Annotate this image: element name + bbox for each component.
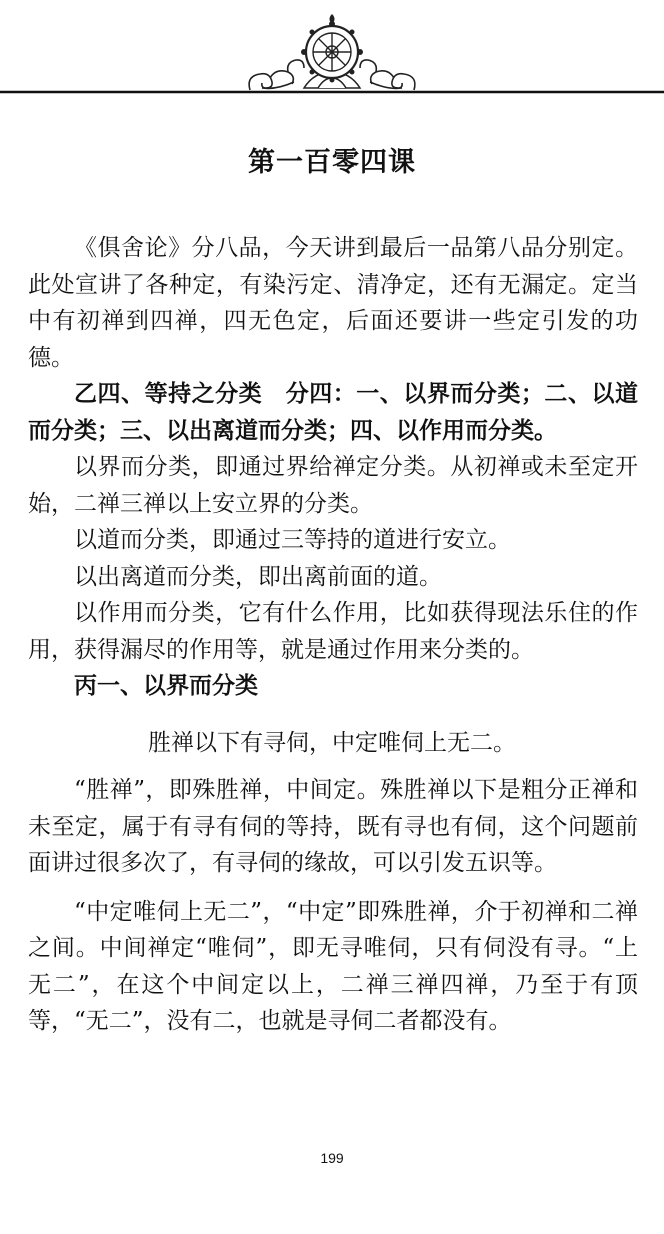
verse-line: 胜禅以下有寻伺，中定唯伺上无二。 bbox=[148, 730, 516, 756]
commentary-text bbox=[28, 772, 638, 1040]
outline-heading: 乙四、等持之分类 分四：一、以界而分类；二、以道而分类；三、以出离道而分类；四、以作用而分类。 bbox=[28, 380, 638, 444]
intro-paragraph: 《俱舍论》分八品，今天讲到最后一品第八品分别定。此处宣讲了各种定，有染污定、清净定，还有无漏定。定当中有初禅到四禅，四无色定，后面还要讲一些定引发的功德。 bbox=[28, 235, 638, 371]
sub-heading: 丙一、以界而分类 bbox=[74, 672, 258, 699]
main-text bbox=[28, 230, 638, 705]
commentary-paragraph-1: “胜禅”，即殊胜禅，中间定。殊胜禅以下是粗分正禅和未至定，属于有寻有伺的等持，既有寻也有伺，这个问题前面讲过很多次了，有寻伺的缘故，可以引发五识等。 bbox=[28, 777, 638, 876]
function-paragraph: 以作用而分类，它有什么作用，比如获得现法乐住的作用，获得漏尽的作用等，就是通过作用来分类的。 bbox=[28, 600, 638, 663]
realm-paragraph: 以界而分类，即通过界给禅定分类。从初禅或未至定开始，二禅三禅以上安立界的分类。 bbox=[28, 454, 638, 517]
lesson-title: 第一百零四课 bbox=[248, 147, 416, 178]
exit-paragraph: 以出离道而分类，即出离前面的道。 bbox=[74, 563, 442, 590]
page-number: 199 bbox=[320, 1150, 344, 1166]
commentary-paragraph-2: “中定唯伺上无二”，“中定”即殊胜禅，介于初禅和二禅之间。中间禅定“唯伺”，即无寻唯伺，只有伺没有寻。“上无二”，在这个中间定以上，二禅三禅四禅，乃至于有顶等，“无二”，没有二，也就是寻伺二者都没有。 bbox=[28, 898, 638, 1034]
path-paragraph: 以道而分类，即通过三等持的道进行安立。 bbox=[74, 527, 511, 553]
page-header-ornament bbox=[0, 0, 664, 110]
dharma-wheel-icon bbox=[0, 0, 664, 110]
